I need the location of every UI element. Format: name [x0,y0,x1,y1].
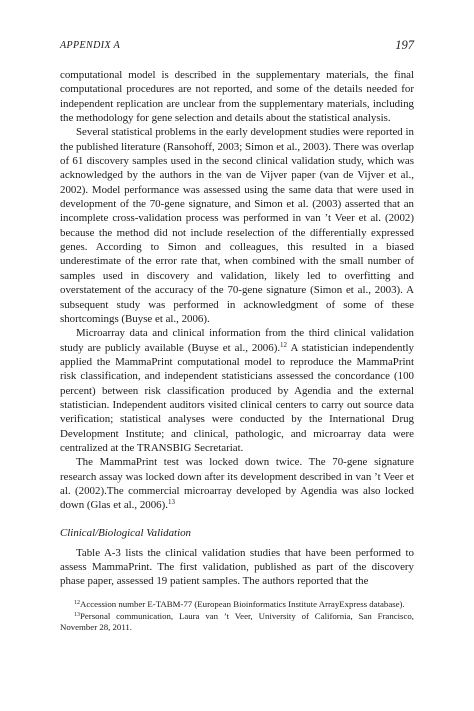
paragraph-table-a3: Table A-3 lists the clinical validation studies that have been performed to assess MammaPrint. The first validation, published as part of the discovery phase paper, assessed 19 patient samples. The authors reported that the [60,546,414,588]
footnote-number: 13 [74,611,80,618]
paragraph-text: Microarray data and clinical information from the third clinical validation study are publicly available (Buyse et al., 2006). [60,327,414,354]
section-subheading: Clinical/Biological Validation [60,526,191,539]
paragraph-text: A statistician independently applied the MammaPrint computational model to reproduce the MammaPrint risk classification, and independent statisticians assessed the concordance (100 percent) between risk classification produced by Agendia and the external statistician. Independent auditors visited clinical centers to carry out source data verification; statistical analyses were conducted by the International Drug Development Institute; and clinical, pathologic, and microarray data were centralized at the TRANSBIG Secretariat. [60,341,414,454]
running-head: APPENDIX A [60,40,121,51]
page-number: 197 [395,38,414,52]
footnotes [60,599,414,634]
footnote-13 [60,611,414,634]
footnote-text: Personal communication, Laura van ’t Veer, University of California, San Francisco, November 28, 2011. [60,610,414,632]
footnote-number: 12 [74,600,80,606]
paragraph-microarray-data [60,326,414,455]
body-text [60,68,414,589]
footnote-ref-12: 12 [280,340,288,349]
paragraph-continuation: computational model is described in the supplementary materials, the final computational procedures are not reported, and some of the details needed for independent replication are unclear from the supplementary materials, including the methodology for gene selection and details about the statistical analysis. [60,69,414,125]
paragraph-lockdown [60,455,414,512]
paragraph-text: The MammaPrint test was locked down twice. The 70-gene signature research assay was locked down after its development described in van ’t Veer et al. (2002).The commercial microarray developed by Agendia was also locked down (Glas et al., 2006). [60,456,414,512]
paragraph-statistical-problems: Several statistical problems in the early development studies were reported in the published literature (Ransohoff, 2003; Simon et al., 2003). There was overlap of 61 discovery samples used in the second clinical validation study, which was acknowledged by the authors in the van de Vijver paper (van de Vijver et al., 2002). Model performance was assessed using the same data that were used in development of the 70-gene signature, and Simon et al. (2003) asserted that an incomplete cross-validation process was performed in van ’t Veer et al. (2002) because the method did not include reselection of the differentially expressed genes. According to Simon and colleagues, this resulted in a biased underestimate of the error rate that, when combined with the small number of samples used in discovery and validation, likely led to overfitting and overstatement of the accuracy of the 70-gene signature (Simon et al., 2003). A subsequent study was performed in acknowledgment of some of these shortcomings (Buyse et al., 2006). [60,126,414,325]
footnote-ref-13: 13 [167,498,175,507]
footnote-12 [60,599,414,611]
page-header [60,40,414,56]
footnote-text: Accession number E-TABM-77 (European Bioinformatics Institute ArrayExpress database). [80,599,405,609]
